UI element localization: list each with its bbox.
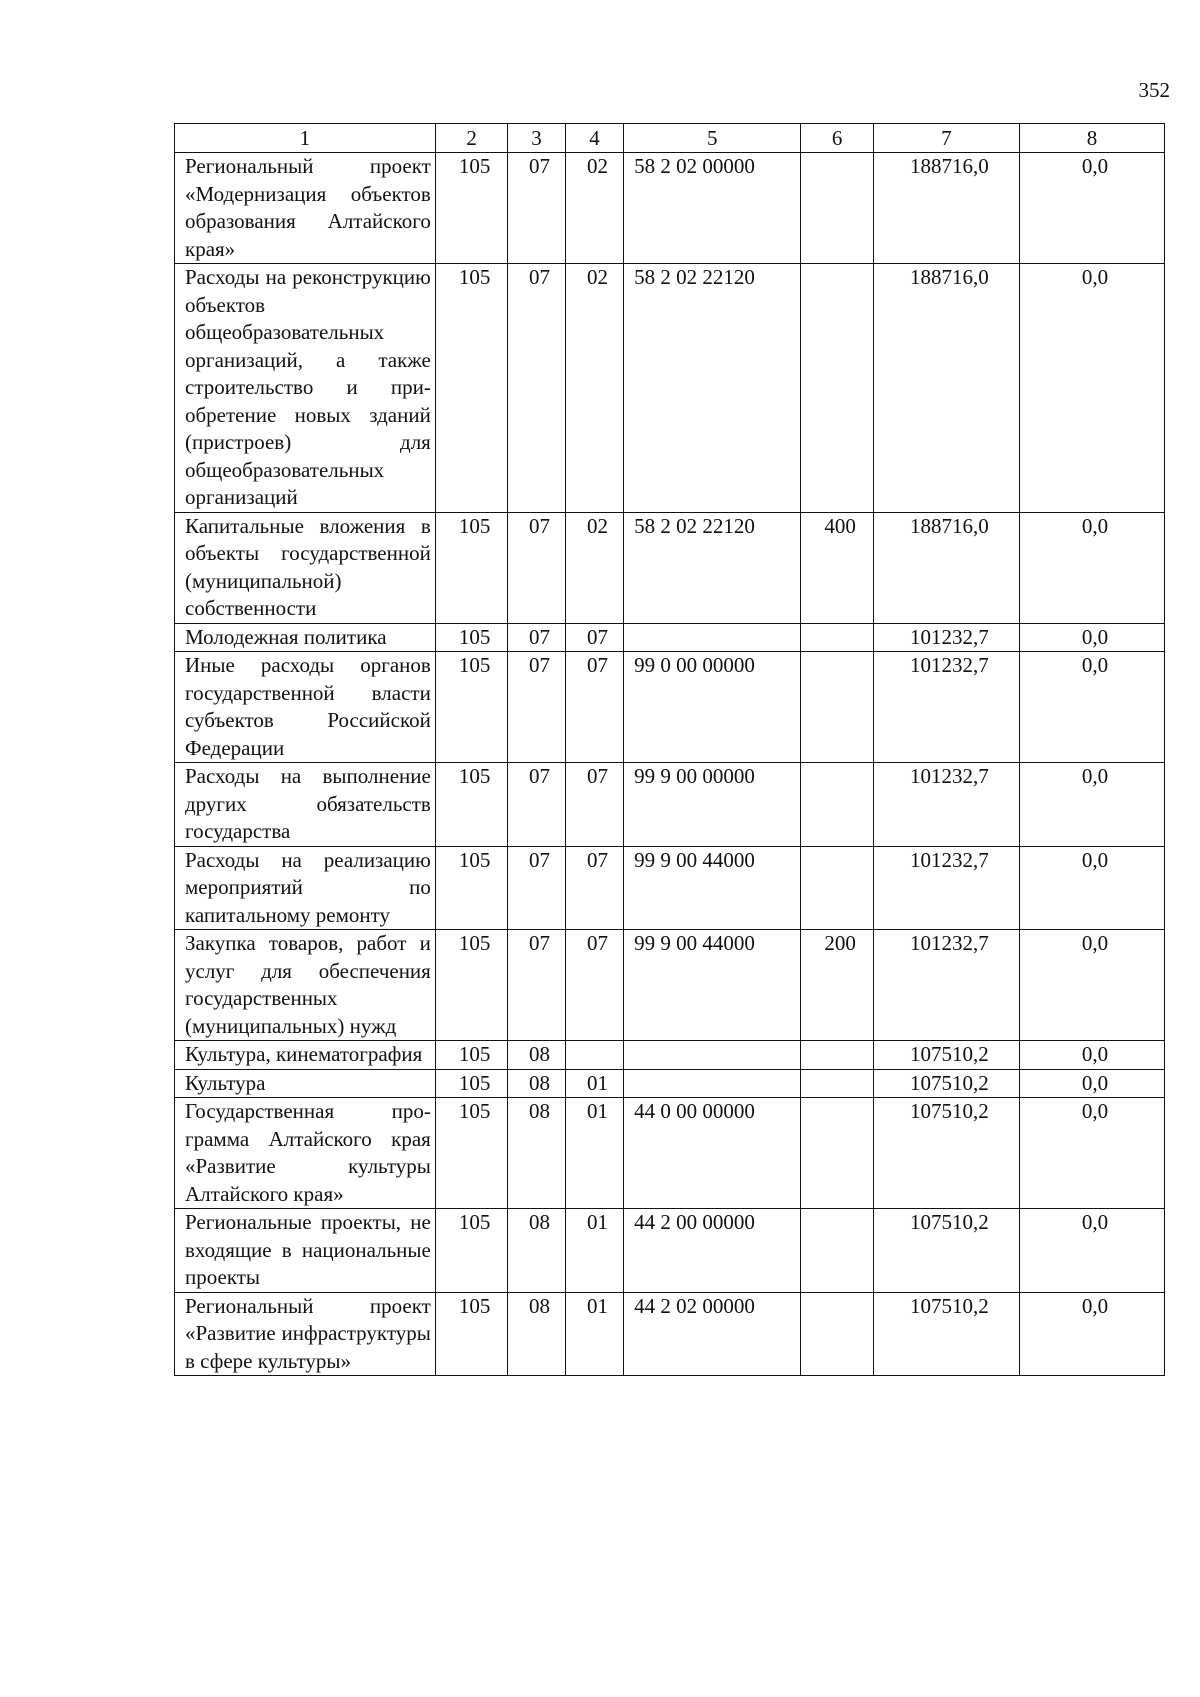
target-article-cell: 99 9 00 44000 — [624, 846, 801, 930]
expense-type-cell — [801, 264, 874, 513]
target-article-cell: 58 2 02 00000 — [624, 153, 801, 264]
amount-cell: 188716,0 — [873, 264, 1019, 513]
section-code-cell: 105 — [435, 652, 508, 763]
expense-type-cell — [801, 1069, 874, 1098]
amount-cell: 107510,2 — [873, 1069, 1019, 1098]
subsection-code-cell: 07 — [565, 763, 623, 847]
section-code-cell: 105 — [435, 1209, 508, 1293]
amount-cell: 107510,2 — [873, 1041, 1019, 1070]
subsection-code-cell: 07 — [565, 930, 623, 1041]
table-row — [175, 1292, 1165, 1376]
amount-cell: 101232,7 — [873, 623, 1019, 652]
chapter-code-cell: 07 — [508, 153, 565, 264]
target-article-cell: 99 0 00 00000 — [624, 652, 801, 763]
expense-type-cell: 400 — [801, 512, 874, 623]
amount-2-cell: 0,0 — [1019, 1098, 1164, 1209]
row-name-cell: Расходы на реализацию мероприятий по капитальному ремонту — [175, 846, 436, 930]
row-name-cell: Расходы на выполнение других обязательств государства — [175, 763, 436, 847]
section-code-cell: 105 — [435, 512, 508, 623]
target-article-cell — [624, 1069, 801, 1098]
section-code-cell: 105 — [435, 1292, 508, 1376]
expense-type-cell — [801, 1209, 874, 1293]
section-code-cell: 105 — [435, 153, 508, 264]
chapter-code-cell: 08 — [508, 1041, 565, 1070]
chapter-code-cell: 08 — [508, 1069, 565, 1098]
amount-2-cell: 0,0 — [1019, 1041, 1164, 1070]
header-cell: 2 — [435, 124, 508, 153]
target-article-cell — [624, 1041, 801, 1070]
header-cell: 1 — [175, 124, 436, 153]
section-code-cell: 105 — [435, 1069, 508, 1098]
amount-2-cell: 0,0 — [1019, 512, 1164, 623]
amount-cell: 101232,7 — [873, 763, 1019, 847]
chapter-code-cell: 07 — [508, 512, 565, 623]
header-cell: 7 — [873, 124, 1019, 153]
section-code-cell: 105 — [435, 846, 508, 930]
section-code-cell: 105 — [435, 1098, 508, 1209]
table-row — [175, 1209, 1165, 1293]
amount-cell: 107510,2 — [873, 1209, 1019, 1293]
expense-type-cell — [801, 1098, 874, 1209]
amount-2-cell: 0,0 — [1019, 1069, 1164, 1098]
chapter-code-cell: 08 — [508, 1098, 565, 1209]
row-name-cell: Культура — [175, 1069, 436, 1098]
table-row — [175, 846, 1165, 930]
page-number: 352 — [1138, 78, 1170, 102]
subsection-code-cell: 01 — [565, 1209, 623, 1293]
target-article-cell: 44 0 00 00000 — [624, 1098, 801, 1209]
amount-2-cell: 0,0 — [1019, 1292, 1164, 1376]
target-article-cell: 58 2 02 22120 — [624, 512, 801, 623]
amount-2-cell: 0,0 — [1019, 763, 1164, 847]
chapter-code-cell: 08 — [508, 1292, 565, 1376]
subsection-code-cell: 01 — [565, 1098, 623, 1209]
amount-cell: 188716,0 — [873, 153, 1019, 264]
amount-cell: 107510,2 — [873, 1292, 1019, 1376]
expense-type-cell — [801, 763, 874, 847]
row-name-cell: Капитальные вложения в объекты государственной (муниципальной) собственности — [175, 512, 436, 623]
amount-2-cell: 0,0 — [1019, 652, 1164, 763]
row-name-cell: Культура, кинематография — [175, 1041, 436, 1070]
chapter-code-cell: 07 — [508, 846, 565, 930]
header-cell: 3 — [508, 124, 565, 153]
target-article-cell: 44 2 02 00000 — [624, 1292, 801, 1376]
table-row — [175, 153, 1165, 264]
chapter-code-cell: 07 — [508, 264, 565, 513]
subsection-code-cell: 02 — [565, 264, 623, 513]
table-row — [175, 930, 1165, 1041]
header-cell: 6 — [801, 124, 874, 153]
amount-2-cell: 0,0 — [1019, 264, 1164, 513]
table-row — [175, 512, 1165, 623]
expense-type-cell — [801, 1292, 874, 1376]
header-row — [175, 124, 1165, 153]
amount-2-cell: 0,0 — [1019, 930, 1164, 1041]
amount-cell: 188716,0 — [873, 512, 1019, 623]
target-article-cell: 44 2 00 00000 — [624, 1209, 801, 1293]
row-name-cell: Молодежная политика — [175, 623, 436, 652]
chapter-code-cell: 07 — [508, 652, 565, 763]
chapter-code-cell: 07 — [508, 930, 565, 1041]
section-code-cell: 105 — [435, 930, 508, 1041]
subsection-code-cell — [565, 1041, 623, 1070]
subsection-code-cell: 07 — [565, 623, 623, 652]
chapter-code-cell: 07 — [508, 623, 565, 652]
section-code-cell: 105 — [435, 1041, 508, 1070]
subsection-code-cell: 07 — [565, 846, 623, 930]
row-name-cell: Расходы на реконструкцию объектов общеобразовательных организаций, а также строительство и приобретение новых зданий (пристроев) для общеобразовательных организаций — [175, 264, 436, 513]
amount-cell: 101232,7 — [873, 930, 1019, 1041]
table-row — [175, 623, 1165, 652]
row-name-cell: Закупка товаров, работ и услуг для обеспечения государственных (муниципальных) нужд — [175, 930, 436, 1041]
budget-table — [174, 123, 1165, 1376]
amount-2-cell: 0,0 — [1019, 846, 1164, 930]
amount-cell: 101232,7 — [873, 846, 1019, 930]
table-row — [175, 652, 1165, 763]
expense-type-cell: 200 — [801, 930, 874, 1041]
chapter-code-cell: 08 — [508, 1209, 565, 1293]
amount-2-cell: 0,0 — [1019, 623, 1164, 652]
table-row — [175, 264, 1165, 513]
expense-type-cell — [801, 153, 874, 264]
table-row — [175, 763, 1165, 847]
expense-type-cell — [801, 623, 874, 652]
row-name-cell: Региональный проект «Развитие инфраструктуры в сфере культуры» — [175, 1292, 436, 1376]
amount-cell: 107510,2 — [873, 1098, 1019, 1209]
section-code-cell: 105 — [435, 623, 508, 652]
expense-type-cell — [801, 846, 874, 930]
target-article-cell: 99 9 00 44000 — [624, 930, 801, 1041]
subsection-code-cell: 01 — [565, 1069, 623, 1098]
expense-type-cell — [801, 1041, 874, 1070]
target-article-cell — [624, 623, 801, 652]
expense-type-cell — [801, 652, 874, 763]
subsection-code-cell: 07 — [565, 652, 623, 763]
header-cell: 5 — [624, 124, 801, 153]
table-row — [175, 1041, 1165, 1070]
row-name-cell: Региональные проекты, не входящие в национальные проекты — [175, 1209, 436, 1293]
target-article-cell: 58 2 02 22120 — [624, 264, 801, 513]
table-row — [175, 1098, 1165, 1209]
header-cell: 4 — [565, 124, 623, 153]
header-cell: 8 — [1019, 124, 1164, 153]
amount-2-cell: 0,0 — [1019, 153, 1164, 264]
subsection-code-cell: 02 — [565, 153, 623, 264]
section-code-cell: 105 — [435, 763, 508, 847]
subsection-code-cell: 02 — [565, 512, 623, 623]
table-row — [175, 1069, 1165, 1098]
row-name-cell: Иные расходы органов государственной власти субъектов Российской Федерации — [175, 652, 436, 763]
row-name-cell: Государственная программа Алтайского края «Развитие культуры Алтайского края» — [175, 1098, 436, 1209]
amount-cell: 101232,7 — [873, 652, 1019, 763]
target-article-cell: 99 9 00 00000 — [624, 763, 801, 847]
section-code-cell: 105 — [435, 264, 508, 513]
subsection-code-cell: 01 — [565, 1292, 623, 1376]
amount-2-cell: 0,0 — [1019, 1209, 1164, 1293]
chapter-code-cell: 07 — [508, 763, 565, 847]
row-name-cell: Региональный проект «Модернизация объектов образования Алтайского края» — [175, 153, 436, 264]
